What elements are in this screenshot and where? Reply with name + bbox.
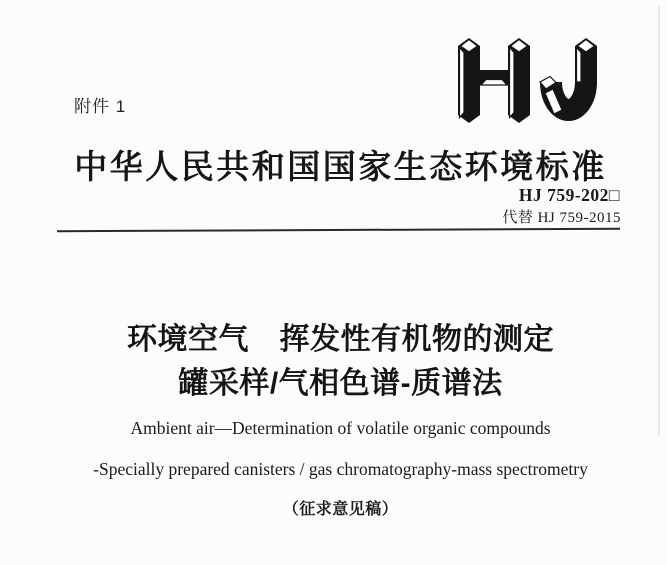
title-en-line2: -Specially prepared canisters / gas chromatography-mass spectrometry — [93, 459, 588, 479]
standard-heading: 中华人民共和国国家生态环境标准 — [74, 150, 607, 186]
standard-number: HJ 759-202□ — [518, 185, 620, 205]
title-cn-line2: 罐采样/气相色谱-质谱法 — [178, 367, 503, 400]
title-cn-line1: 环境空气 挥发性有机物的测定 — [127, 323, 554, 356]
attachment-label: 附件 1 — [74, 97, 127, 116]
header-rule — [57, 228, 620, 232]
hj-logo-icon — [457, 37, 598, 125]
draft-note: （征求意见稿） — [282, 501, 399, 518]
title-en-line1: Ambient air—Determination of volatile organic compounds — [130, 418, 551, 438]
supersedes-note: 代替 HJ 759-2015 — [502, 210, 621, 226]
